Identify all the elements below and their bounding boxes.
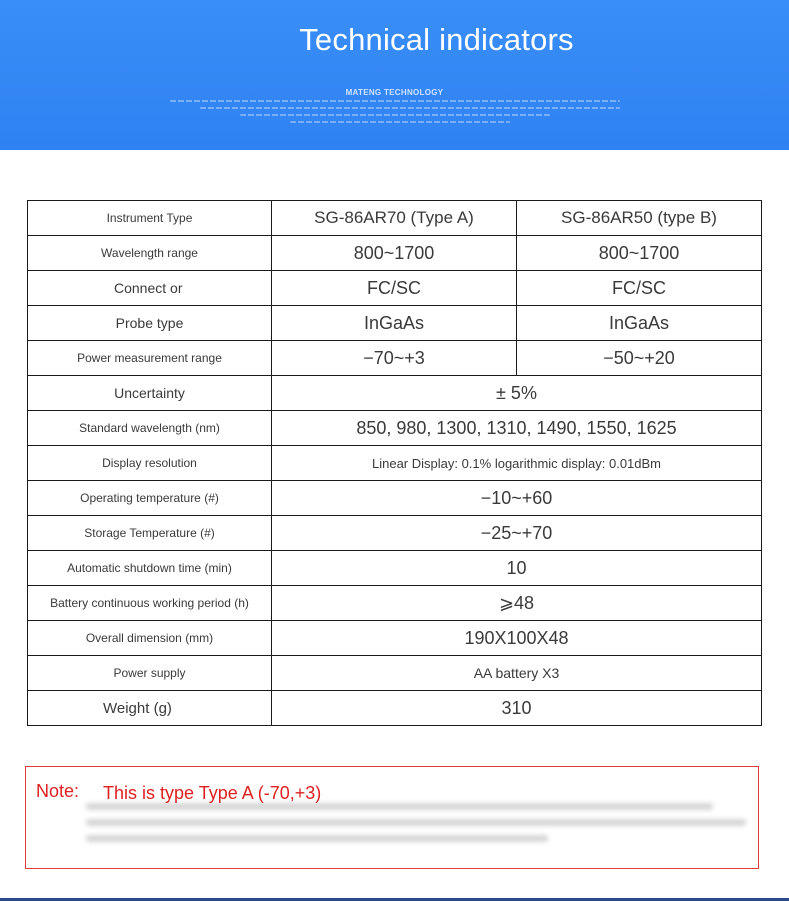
shared-value: AA battery X3 bbox=[272, 656, 762, 691]
table-row bbox=[28, 551, 762, 586]
shared-value: ± 5% bbox=[272, 376, 762, 411]
brand-subtitle: MATENG TECHNOLOGY bbox=[345, 88, 444, 97]
table-row bbox=[28, 656, 762, 691]
shared-value: Linear Display: 0.1% logarithmic display: 0.01dBm bbox=[272, 446, 762, 481]
table-row bbox=[28, 271, 762, 306]
row-label: Overall dimension (mm) bbox=[28, 621, 272, 656]
type-a-value: FC/SC bbox=[272, 271, 517, 306]
row-label: Uncertainty bbox=[28, 376, 272, 411]
note-box bbox=[25, 766, 759, 869]
blurred-text bbox=[86, 803, 746, 863]
type-a-header: SG-86AR70 (Type A) bbox=[272, 201, 517, 236]
note-label: Note: bbox=[36, 781, 80, 801]
row-label: Power measurement range bbox=[28, 341, 272, 376]
page-title: Technical indicators bbox=[299, 22, 574, 57]
type-a-value: InGaAs bbox=[272, 306, 517, 341]
table-row bbox=[28, 586, 762, 621]
type-b-value: InGaAs bbox=[517, 306, 762, 341]
type-a-value: 800~1700 bbox=[272, 236, 517, 271]
row-label: Weight (g) bbox=[28, 691, 272, 726]
row-label: Wavelength range bbox=[28, 236, 272, 271]
row-label: Display resolution bbox=[28, 446, 272, 481]
row-label: Probe type bbox=[28, 306, 272, 341]
header-banner bbox=[0, 0, 789, 150]
table-row bbox=[28, 446, 762, 481]
shared-value: 850, 980, 1300, 1310, 1490, 1550, 1625 bbox=[272, 411, 762, 446]
table-row bbox=[28, 306, 762, 341]
shared-value: 190X100X48 bbox=[272, 621, 762, 656]
row-label: Operating temperature (#) bbox=[28, 481, 272, 516]
type-b-value: FC/SC bbox=[517, 271, 762, 306]
shared-value: 310 bbox=[272, 691, 762, 726]
table-row bbox=[28, 516, 762, 551]
row-label: Storage Temperature (#) bbox=[28, 516, 272, 551]
type-b-value: −50~+20 bbox=[517, 341, 762, 376]
table-row bbox=[28, 236, 762, 271]
note-text: This is type Type A (-70,+3) bbox=[103, 783, 322, 803]
spec-table bbox=[27, 200, 762, 726]
shared-value: −10~+60 bbox=[272, 481, 762, 516]
table-row bbox=[28, 201, 762, 236]
shared-value: −25~+70 bbox=[272, 516, 762, 551]
row-label: Battery continuous working period (h) bbox=[28, 586, 272, 621]
shared-value: ⩾48 bbox=[272, 586, 762, 621]
row-label: Instrument Type bbox=[28, 201, 272, 236]
table-row bbox=[28, 481, 762, 516]
shared-value: 10 bbox=[272, 551, 762, 586]
row-label: Automatic shutdown time (min) bbox=[28, 551, 272, 586]
table-row bbox=[28, 691, 762, 726]
table-row bbox=[28, 621, 762, 656]
table-row bbox=[28, 411, 762, 446]
row-label: Connect or bbox=[114, 280, 183, 296]
type-b-value: 800~1700 bbox=[517, 236, 762, 271]
decorative-text-lines bbox=[170, 100, 620, 128]
row-label: Standard wavelength (nm) bbox=[28, 411, 272, 446]
table-row bbox=[28, 341, 762, 376]
type-b-header: SG-86AR50 (type B) bbox=[517, 201, 762, 236]
table-row bbox=[28, 376, 762, 411]
type-a-value: −70~+3 bbox=[272, 341, 517, 376]
row-label: Power supply bbox=[28, 656, 272, 691]
